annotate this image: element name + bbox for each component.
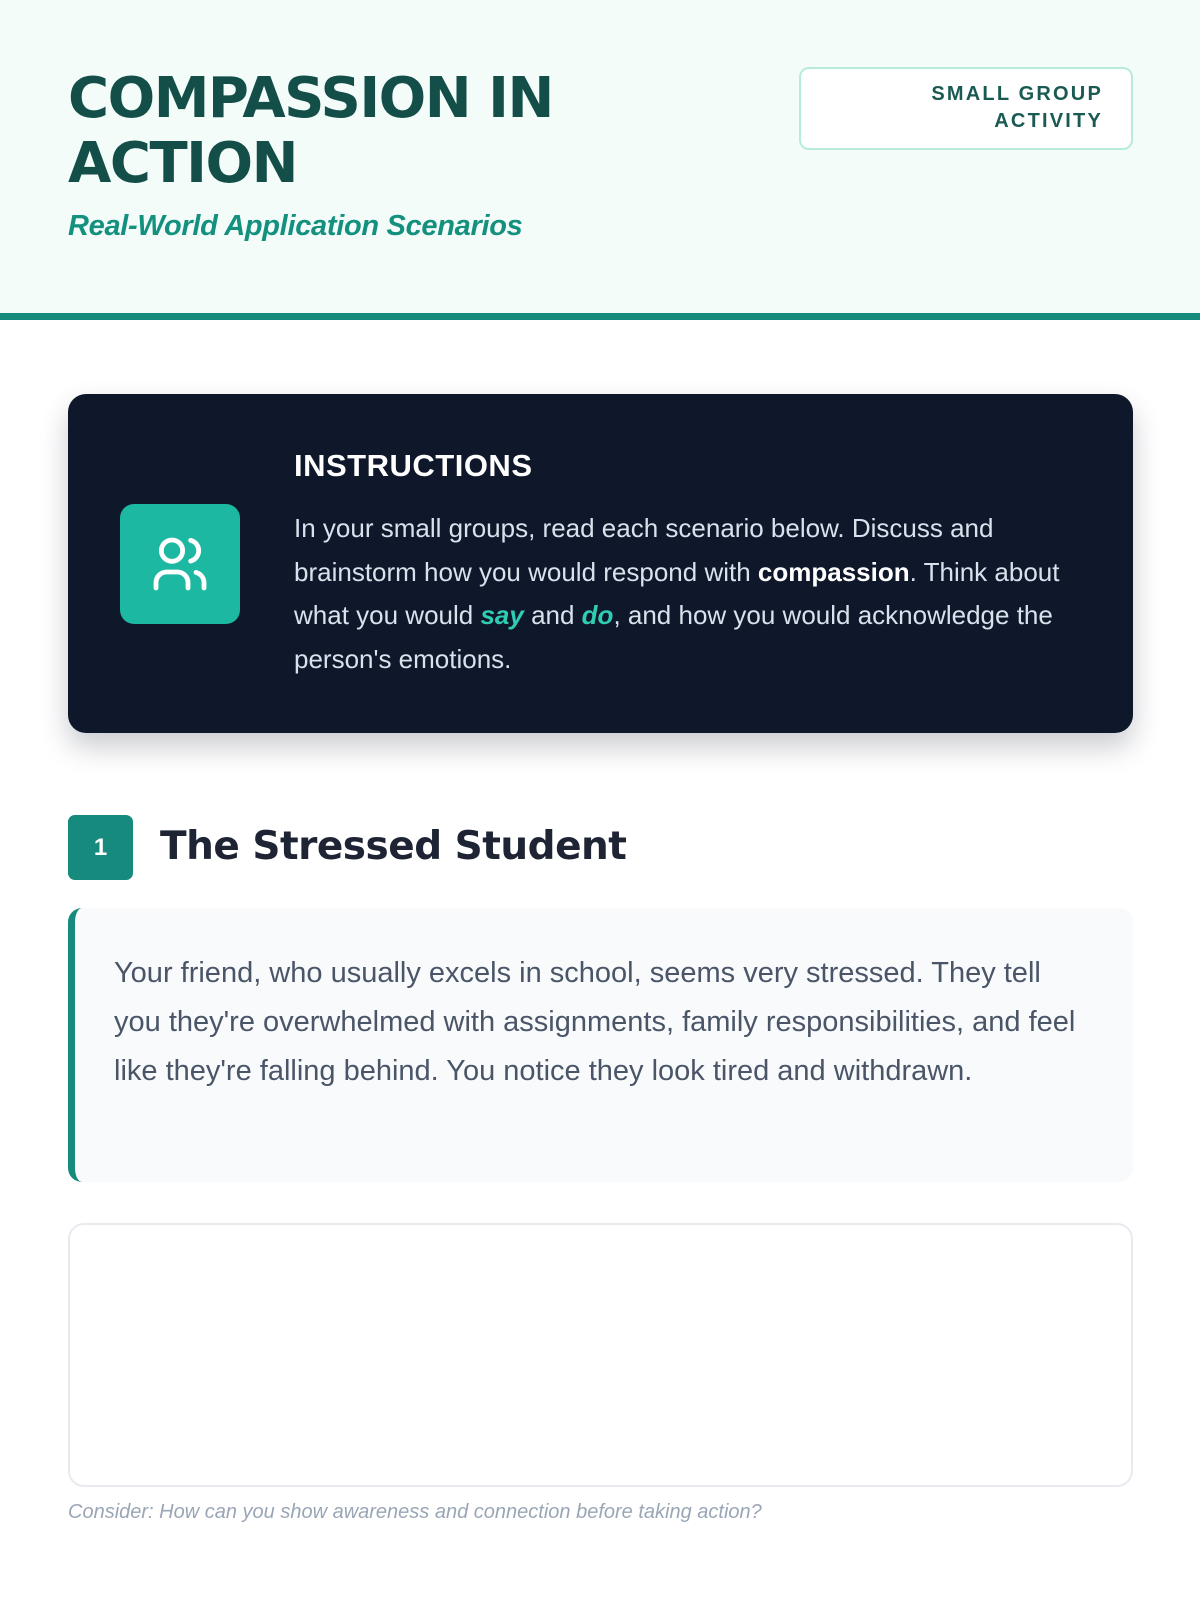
emphasis-do: do: [581, 600, 614, 630]
emphasis-say: say: [480, 600, 524, 630]
emphasis-compassion: compassion: [757, 556, 910, 587]
activity-badge: [799, 67, 1133, 150]
scenario-description: Your friend, who usually excels in school, seems very stressed. They tell you they're overwhelmed with assignments, family responsibilities, and feel like they're falling behind. You notice they look tired and withdrawn.: [114, 957, 1076, 1087]
page-subtitle: Real-World Application Scenarios: [68, 210, 523, 242]
page-header: [0, 0, 1200, 320]
instructions-heading: INSTRUCTIONS: [294, 448, 533, 483]
users-icon: [120, 504, 240, 624]
consider-hint: Consider: How can you show awareness and connection before taking action?: [68, 1501, 762, 1523]
scenario-number-badge: 1: [68, 815, 133, 880]
scenario-description-card: [68, 908, 1133, 1182]
response-area[interactable]: [68, 1223, 1133, 1487]
page-title: COMPASSION IN ACTION: [68, 66, 553, 196]
scenario-title: The Stressed Student: [160, 824, 627, 869]
instructions-text: In your small groups, read each scenario below. Discuss and brainstorm how you would respond with compassion. Think about what you would say and do, and how you would acknowledge the person's emotions.: [294, 513, 1060, 674]
instructions-panel: [68, 394, 1133, 733]
badge-line-2: ACTIVITY: [994, 110, 1103, 132]
badge-line-1: SMALL GROUP: [931, 83, 1103, 105]
